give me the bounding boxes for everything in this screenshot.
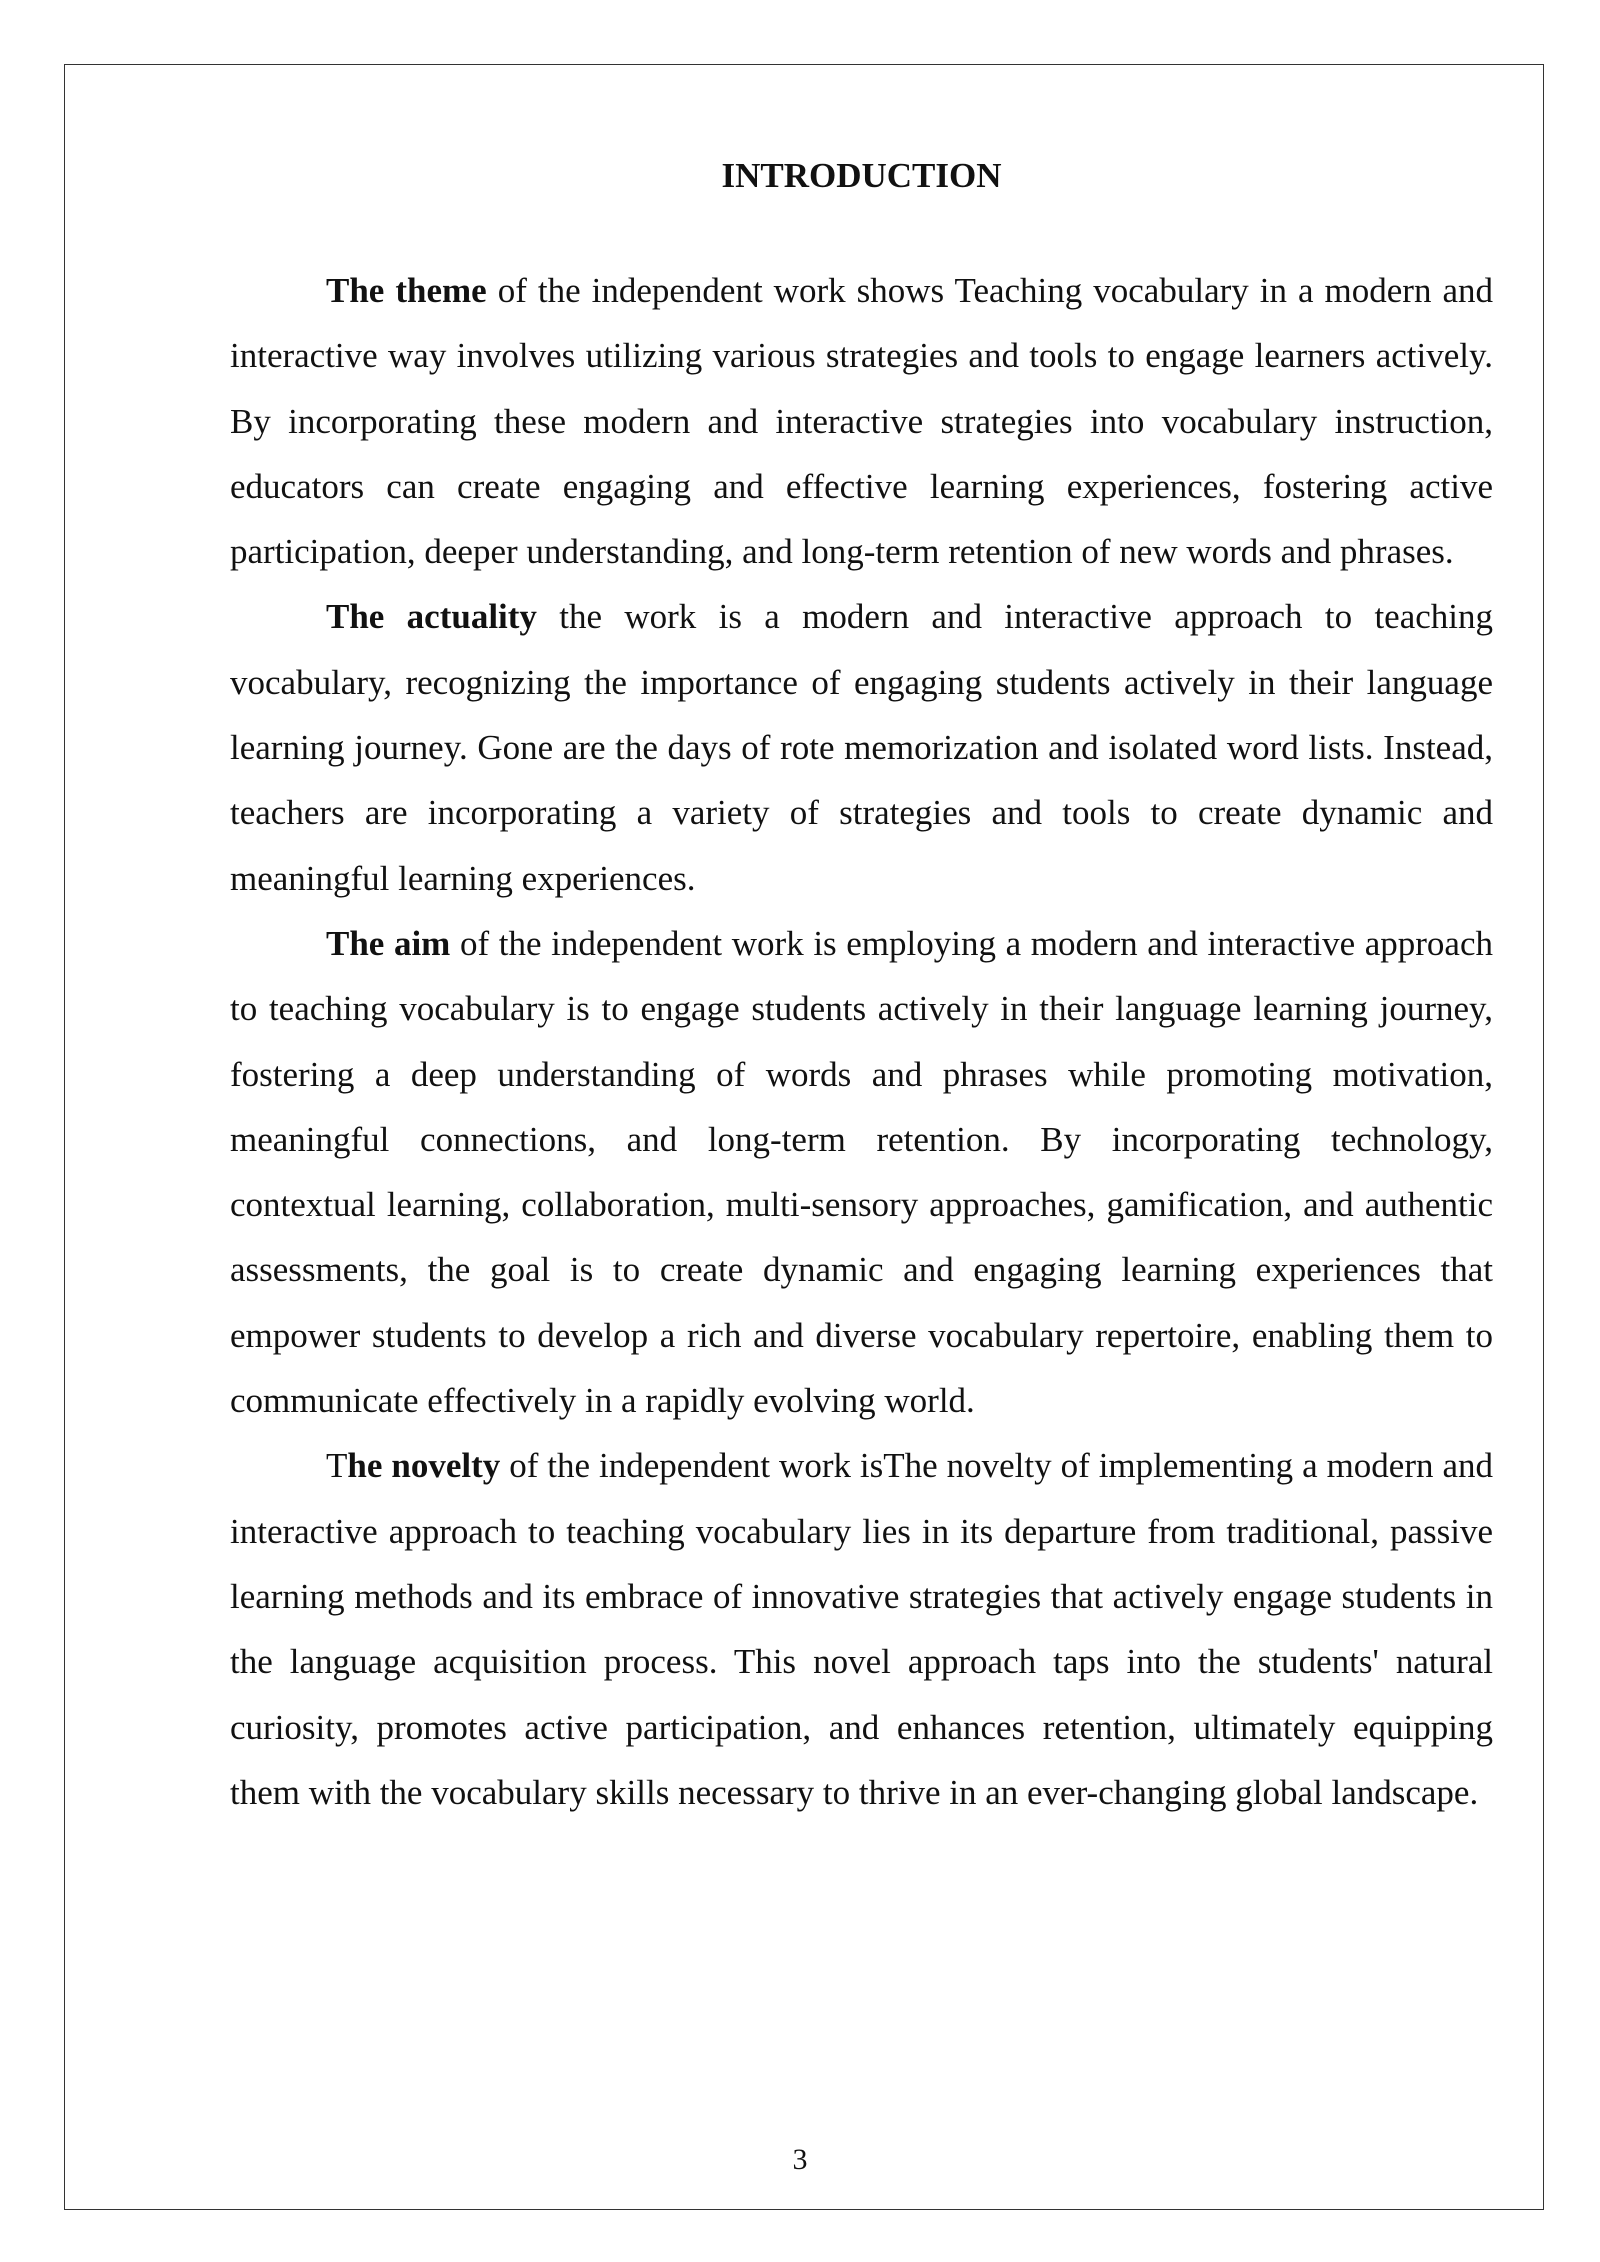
paragraph-theme (230, 258, 1493, 584)
paragraph-lead-prefix: T (326, 1446, 348, 1486)
paragraph-lead: The actuality (326, 597, 537, 637)
paragraph-lead: The theme (326, 271, 487, 310)
paragraph-text: of the independent work shows Teaching vocabulary in a modern and interactive way involves utilizing various strategies and tools to engage learners actively. By incorporating these modern and interactive strategies into vocabulary instruction, educators can create engaging and effective learning experiences, fostering active participation, deeper understanding, and long-term retention of new words and phrases. (230, 271, 1493, 572)
paragraph-text: of the independent work isThe novelty of implementing a modern and interactive approach to teaching vocabulary lies in its departure from traditional, passive learning methods and its embrace of innovative strategies that actively engage students in the language acquisition process. This novel approach taps into the students' natural curiosity, promotes active participation, and enhances retention, ultimately equipping them with the vocabulary skills necessary to thrive in an ever-changing global landscape. (230, 1446, 1493, 1812)
paragraph-text: of the independent work is employing a modern and interactive approach to teaching vocabulary is to engage students actively in their language learning journey, fostering a deep understanding of words and phrases while promoting motivation, meaningful connections, and long-term retention. By incorporating technology, contextual learning, collaboration, multi-sensory approaches, gamification, and authentic assessments, the goal is to create dynamic and engaging learning experiences that empower students to develop a rich and diverse vocabulary repertoire, enabling them to communicate effectively in a rapidly evolving world. (230, 923, 1493, 1421)
paragraph-lead: The aim (326, 923, 451, 963)
paragraph-lead: he novelty (347, 1446, 501, 1486)
paragraph-text: the work is a modern and interactive approach to teaching vocabulary, recognizing the importance of engaging students actively in their language learning journey. Gone are the days of rote memorization and isolated word lists. Instead, teachers are incorporating a variety of strategies and tools to create dynamic and meaningful learning experiences. (230, 597, 1493, 898)
paragraph-actuality (230, 584, 1493, 910)
paragraph-novelty (230, 1433, 1493, 1825)
page-number: 3 (792, 2143, 808, 2176)
page-title: INTRODUCTION (721, 156, 1002, 195)
paragraph-aim (230, 911, 1493, 1433)
document-body (230, 150, 1493, 1825)
